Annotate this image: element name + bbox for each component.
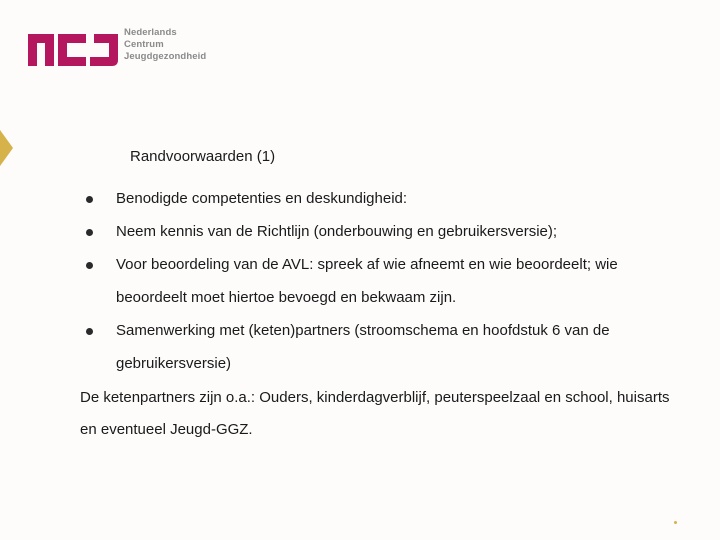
- page-marker-icon: [674, 521, 677, 524]
- bullet-icon: [86, 229, 93, 236]
- logo-line-3: Jeugdgezondheid: [124, 51, 207, 62]
- logo-wordmark: [124, 27, 206, 63]
- ketenpartners-paragraph: De ketenpartners zijn o.a.: Ouders, kinderdagverblijf, peuterspeelzaal en school, huisarts en eventueel Jeugd-GGZ.: [80, 389, 670, 438]
- bullet-text: Voor beoordeling van de AVL: spreek af wie afneemt en wie beoordeelt; wie beoordeelt moet hiertoe bevoegd en bekwaam zijn.: [116, 256, 618, 306]
- list-item: [82, 248, 692, 314]
- bullet-icon: [86, 328, 93, 335]
- list-item: [82, 182, 692, 215]
- side-arrow-icon: [0, 130, 13, 166]
- logo-line-2: Centrum: [124, 39, 164, 50]
- list-item: [82, 314, 692, 380]
- bullet-icon: [86, 262, 93, 269]
- bullet-text: Samenwerking met (keten)partners (stroomschema en hoofdstuk 6 van de gebruikersversie): [116, 322, 610, 372]
- bullet-text: Benodigde competenties en deskundigheid:: [116, 190, 408, 207]
- slide-title: Randvoorwaarden (1): [130, 148, 276, 165]
- bullet-list: [82, 182, 692, 380]
- bullet-text: Neem kennis van de Richtlijn (onderbouwing en gebruikersversie);: [116, 223, 558, 240]
- bullet-icon: [86, 196, 93, 203]
- logo-line-1: Nederlands: [124, 27, 177, 38]
- list-item: [82, 215, 692, 248]
